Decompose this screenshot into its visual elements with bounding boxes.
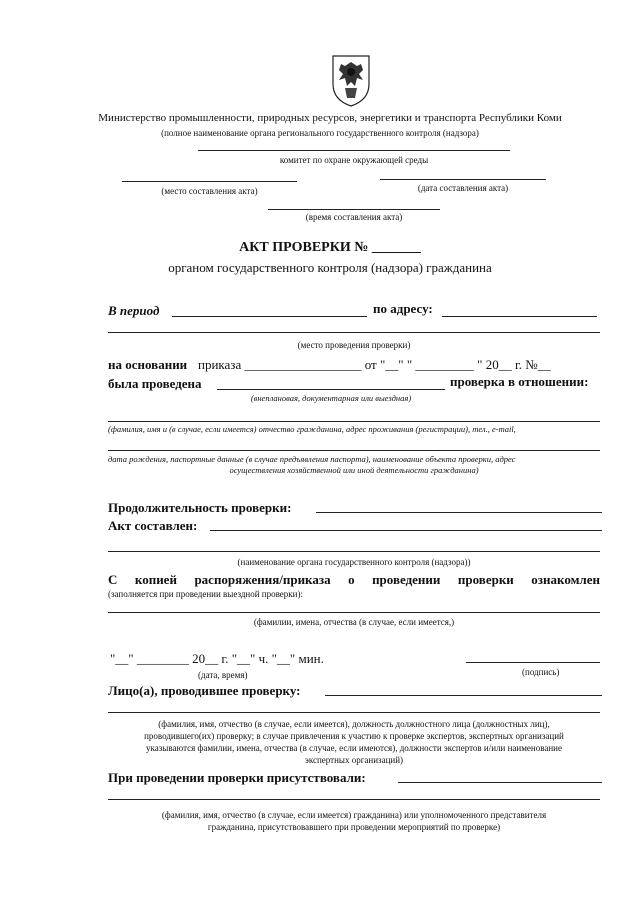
address-label: по адресу: xyxy=(373,301,433,316)
organ-note: (наименование органа государственного контроля (надзора)) xyxy=(237,557,471,567)
inspection-type-note: (внеплановая, документарная или выездная) xyxy=(250,393,412,403)
date-label: (дата составления акта) xyxy=(417,183,509,193)
date-line[interactable] xyxy=(380,179,546,180)
citizen-note-3: осуществления хозяйственной или иной деятельности гражданина) xyxy=(229,465,479,475)
conducted-label: была проведена xyxy=(108,376,202,391)
duration-label: Продолжительность проверки: xyxy=(108,500,292,515)
inspection-label: проверка в отношении: xyxy=(450,374,589,389)
citizen-field[interactable] xyxy=(108,421,600,422)
coat-of-arms-emblem xyxy=(329,52,373,108)
place-line[interactable] xyxy=(122,181,297,182)
present-note-1: (фамилия, имя, отчество (в случае, если имеется) гражданина) или уполномоченного представителя xyxy=(161,810,547,820)
inspector-field[interactable] xyxy=(325,695,602,696)
names-field[interactable] xyxy=(108,612,600,613)
time-line[interactable] xyxy=(268,209,440,210)
inspector-note-2: проводившего(их) проверку; в случае привлечения к участию к проверке экспертов, экспертных организаций xyxy=(144,731,564,741)
place-label: (место составления акта) xyxy=(161,186,258,196)
citizen-field-2[interactable] xyxy=(108,450,600,451)
signature-note: (подпись) xyxy=(522,667,560,677)
inspector-field-2[interactable] xyxy=(108,712,600,713)
present-label: При проведении проверки присутствовали: xyxy=(108,770,366,785)
ministry-name: Министерство промышленности, природных ресурсов, энергетики и транспорта Республики Коми xyxy=(98,112,562,124)
inspector-note-4: экспертных организаций) xyxy=(304,755,404,765)
citizen-note-2: дата рождения, паспортные данные (в случае предъявления паспорта), наименование объекта проверки, адрес xyxy=(108,454,516,464)
inspection-type-field[interactable] xyxy=(217,389,445,390)
inspector-note-1: (фамилия, имя, отчество (в случае, если имеется), должность должностного лица (должностных лиц), xyxy=(158,719,550,729)
copy-statement: С копией распоряжения/приказа о проведении проверки ознакомлен xyxy=(108,572,600,587)
page-title: АКТ ПРОВЕРКИ № _______ xyxy=(239,240,421,255)
act-made-label: Акт составлен: xyxy=(108,518,198,533)
period-field[interactable] xyxy=(172,316,367,317)
time-label: (время составления акта) xyxy=(305,212,403,222)
inspector-note-3: указываются фамилии, имена, отчества (в случае, если имеются), должности экспертов и/или наименование xyxy=(146,743,562,753)
basis-label: на основании xyxy=(108,357,188,372)
datetime-line[interactable]: "__" ________ 20__ г. "__" ч. "__" мин. xyxy=(110,651,324,666)
organ-field[interactable] xyxy=(108,551,600,552)
committee-name: комитет по охране окружающей среды xyxy=(279,155,429,165)
address-field-2[interactable] xyxy=(108,332,600,333)
act-made-field[interactable] xyxy=(210,530,602,531)
datetime-note: (дата, время) xyxy=(198,670,248,680)
names-note: (фамилии, имена, отчества (в случае, если имеется,) xyxy=(253,617,455,627)
inspector-label: Лицо(а), проводившее проверку: xyxy=(108,683,301,698)
present-note-2: гражданина, присутствовавшего при проведении мероприятий по проверке) xyxy=(207,822,501,832)
order-line[interactable]: приказа __________________ от "__" " _________ " 20__ г. №__ xyxy=(198,357,551,372)
place-check-note: (место проведения проверки) xyxy=(297,340,411,350)
present-field[interactable] xyxy=(398,782,602,783)
duration-field[interactable] xyxy=(316,512,602,513)
present-field-2[interactable] xyxy=(108,799,600,800)
signature-line[interactable] xyxy=(466,662,600,663)
period-label: В период xyxy=(108,303,160,318)
page-subtitle: органом государственного контроля (надзора) гражданина xyxy=(168,260,492,275)
ministry-note: (полное наименование органа регионального государственного контроля (надзора) xyxy=(161,128,479,138)
copy-note: (заполняется при проведении выездной проверки): xyxy=(108,589,303,599)
address-field[interactable] xyxy=(442,316,597,317)
citizen-note-1: (фамилия, имя и (в случае, если имеется) отчество гражданина, адрес проживания (регистрации), тел., e-mail, xyxy=(108,424,516,434)
committee-line xyxy=(198,150,510,151)
